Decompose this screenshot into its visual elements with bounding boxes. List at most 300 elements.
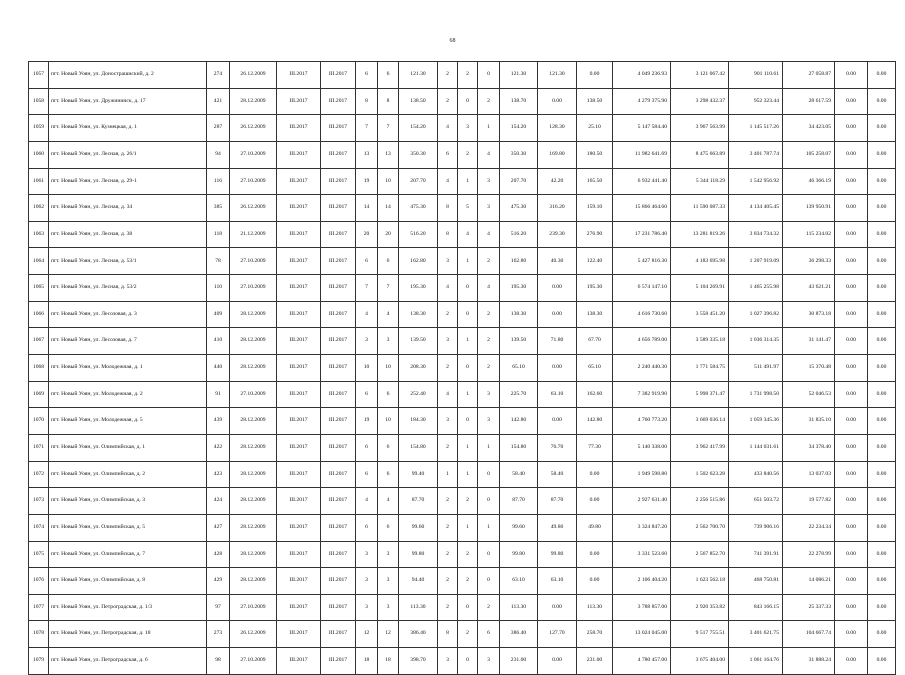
sum-total-cell: 2 106 404.20 bbox=[613, 568, 671, 595]
table-row bbox=[29, 488, 896, 515]
sum-2-cell: 3 962 417.99 bbox=[671, 434, 729, 461]
count-e-cell: 1 bbox=[478, 514, 500, 541]
count-c-cell: 3 bbox=[438, 248, 458, 275]
sum-total-cell: 4 760 773.20 bbox=[613, 408, 671, 435]
count-e-cell: 2 bbox=[478, 88, 500, 115]
total-area-cell: 516.20 bbox=[399, 221, 438, 248]
planned-period-cell: III.2017 bbox=[277, 621, 321, 648]
sum-total-cell: 5 147 584.40 bbox=[613, 115, 671, 142]
count-a-cell: 6 bbox=[356, 514, 378, 541]
date-cell: 28.12.2009 bbox=[230, 301, 277, 328]
count-a-cell: 4 bbox=[356, 301, 378, 328]
sum-4-cell: 22 234.34 bbox=[783, 514, 835, 541]
count-c-cell: 2 bbox=[438, 514, 458, 541]
count-e-cell: 3 bbox=[478, 195, 500, 222]
count-a-cell: 13 bbox=[356, 141, 378, 168]
sum-total-cell: 13 024 045.00 bbox=[613, 621, 671, 648]
count-a-cell: 19 bbox=[356, 408, 378, 435]
planned-period-cell: III.2017 bbox=[277, 248, 321, 275]
sum-6-cell: 0.00 bbox=[868, 488, 896, 515]
count-e-cell: 0 bbox=[478, 461, 500, 488]
count-b-cell: 10 bbox=[378, 168, 399, 195]
area-4-cell: 276.90 bbox=[577, 221, 613, 248]
actual-period-cell: III.2017 bbox=[321, 408, 356, 435]
document-number-cell: 422 bbox=[207, 434, 230, 461]
count-e-cell: 2 bbox=[478, 355, 500, 382]
count-b-cell: 7 bbox=[378, 275, 399, 302]
sum-6-cell: 0.00 bbox=[868, 408, 896, 435]
area-3-cell: 0.00 bbox=[538, 648, 577, 675]
count-b-cell: 20 bbox=[378, 221, 399, 248]
sum-4-cell: 14 086.21 bbox=[783, 568, 835, 595]
sum-5-cell: 0.00 bbox=[835, 248, 868, 275]
date-cell: 28.12.2009 bbox=[230, 541, 277, 568]
area-2-cell: 65.10 bbox=[500, 355, 538, 382]
document-number-cell: 273 bbox=[207, 621, 230, 648]
count-c-cell: 2 bbox=[438, 88, 458, 115]
sum-5-cell: 0.00 bbox=[835, 541, 868, 568]
count-e-cell: 6 bbox=[478, 621, 500, 648]
sum-total-cell: 3 324 847.20 bbox=[613, 514, 671, 541]
count-e-cell: 4 bbox=[478, 221, 500, 248]
planned-period-cell: III.2017 bbox=[277, 648, 321, 675]
actual-period-cell: III.2017 bbox=[321, 541, 356, 568]
count-c-cell: 6 bbox=[438, 141, 458, 168]
count-b-cell: 6 bbox=[378, 248, 399, 275]
count-d-cell: 1 bbox=[458, 248, 478, 275]
area-2-cell: 138.70 bbox=[500, 88, 538, 115]
area-4-cell: 0.00 bbox=[577, 62, 613, 89]
row-number-cell: 1063 bbox=[29, 221, 49, 248]
row-number-cell: 1067 bbox=[29, 328, 49, 355]
count-e-cell: 0 bbox=[478, 488, 500, 515]
date-cell: 28.12.2009 bbox=[230, 408, 277, 435]
sum-4-cell: 115 234.02 bbox=[783, 221, 835, 248]
area-2-cell: 63.10 bbox=[500, 568, 538, 595]
sum-5-cell: 0.00 bbox=[835, 381, 868, 408]
sum-4-cell: 30 873.18 bbox=[783, 301, 835, 328]
area-4-cell: 180.50 bbox=[577, 141, 613, 168]
address-cell: пгт. Новый Уоян, ул. Петроградская, д. 1/3 bbox=[49, 594, 207, 621]
planned-period-cell: III.2017 bbox=[277, 434, 321, 461]
sum-3-cell: 1 145 517.26 bbox=[729, 115, 783, 142]
count-c-cell: 8 bbox=[438, 621, 458, 648]
table-body bbox=[29, 62, 896, 675]
sum-4-cell: 105 258.07 bbox=[783, 141, 835, 168]
area-2-cell: 231.00 bbox=[500, 648, 538, 675]
planned-period-cell: III.2017 bbox=[277, 301, 321, 328]
actual-period-cell: III.2017 bbox=[321, 328, 356, 355]
actual-period-cell: III.2017 bbox=[321, 115, 356, 142]
date-cell: 27.10.2009 bbox=[230, 275, 277, 302]
area-2-cell: 113.30 bbox=[500, 594, 538, 621]
total-area-cell: 94.40 bbox=[399, 568, 438, 595]
actual-period-cell: III.2017 bbox=[321, 355, 356, 382]
planned-period-cell: III.2017 bbox=[277, 541, 321, 568]
area-2-cell: 121.30 bbox=[500, 62, 538, 89]
planned-period-cell: III.2017 bbox=[277, 355, 321, 382]
actual-period-cell: III.2017 bbox=[321, 488, 356, 515]
planned-period-cell: III.2017 bbox=[277, 62, 321, 89]
document-number-cell: 98 bbox=[207, 648, 230, 675]
address-cell: пгт. Новый Уоян, ул. Олимпийская, д. 8 bbox=[49, 568, 207, 595]
sum-total-cell: 5 427 816.30 bbox=[613, 248, 671, 275]
area-2-cell: 99.60 bbox=[500, 514, 538, 541]
sum-total-cell: 6 574 147.10 bbox=[613, 275, 671, 302]
sum-6-cell: 0.00 bbox=[868, 594, 896, 621]
count-d-cell: 1 bbox=[458, 328, 478, 355]
date-cell: 28.12.2009 bbox=[230, 488, 277, 515]
count-c-cell: 2 bbox=[438, 434, 458, 461]
document-number-cell: 118 bbox=[207, 221, 230, 248]
count-e-cell: 2 bbox=[478, 248, 500, 275]
table-row bbox=[29, 648, 896, 675]
sum-4-cell: 31 835.10 bbox=[783, 408, 835, 435]
area-3-cell: 99.80 bbox=[538, 541, 577, 568]
count-b-cell: 8 bbox=[378, 88, 399, 115]
count-a-cell: 3 bbox=[356, 541, 378, 568]
date-cell: 26.12.2009 bbox=[230, 62, 277, 89]
row-number-cell: 1057 bbox=[29, 62, 49, 89]
date-cell: 28.12.2009 bbox=[230, 568, 277, 595]
sum-total-cell: 6 932 441.40 bbox=[613, 168, 671, 195]
sum-6-cell: 0.00 bbox=[868, 221, 896, 248]
actual-period-cell: III.2017 bbox=[321, 62, 356, 89]
count-e-cell: 3 bbox=[478, 381, 500, 408]
document-number-cell: 94 bbox=[207, 141, 230, 168]
sum-5-cell: 0.00 bbox=[835, 62, 868, 89]
sum-6-cell: 0.00 bbox=[868, 568, 896, 595]
count-c-cell: 4 bbox=[438, 115, 458, 142]
planned-period-cell: III.2017 bbox=[277, 195, 321, 222]
sum-3-cell: 739 906.16 bbox=[729, 514, 783, 541]
date-cell: 26.12.2009 bbox=[230, 195, 277, 222]
row-number-cell: 1061 bbox=[29, 168, 49, 195]
planned-period-cell: III.2017 bbox=[277, 594, 321, 621]
sum-2-cell: 5 104 269.91 bbox=[671, 275, 729, 302]
count-a-cell: 10 bbox=[356, 355, 378, 382]
sum-6-cell: 0.00 bbox=[868, 434, 896, 461]
area-4-cell: 142.80 bbox=[577, 408, 613, 435]
document-number-cell: 78 bbox=[207, 248, 230, 275]
document-number-cell: 428 bbox=[207, 541, 230, 568]
count-c-cell: 4 bbox=[438, 275, 458, 302]
document-number-cell: 429 bbox=[207, 568, 230, 595]
planned-period-cell: III.2017 bbox=[277, 381, 321, 408]
address-cell: пгт. Новый Уоян, ул. Лесозовая, д. 3 bbox=[49, 301, 207, 328]
row-number-cell: 1058 bbox=[29, 88, 49, 115]
sum-6-cell: 0.00 bbox=[868, 328, 896, 355]
sum-5-cell: 0.00 bbox=[835, 115, 868, 142]
sum-2-cell: 3 675 404.00 bbox=[671, 648, 729, 675]
sum-5-cell: 0.00 bbox=[835, 328, 868, 355]
sum-3-cell: 1 061 164.76 bbox=[729, 648, 783, 675]
table-row bbox=[29, 434, 896, 461]
area-2-cell: 138.30 bbox=[500, 301, 538, 328]
sum-total-cell: 15 866 464.60 bbox=[613, 195, 671, 222]
total-area-cell: 113.30 bbox=[399, 594, 438, 621]
count-a-cell: 3 bbox=[356, 594, 378, 621]
table-row bbox=[29, 328, 896, 355]
document-number-cell: 440 bbox=[207, 355, 230, 382]
count-a-cell: 4 bbox=[356, 488, 378, 515]
actual-period-cell: III.2017 bbox=[321, 568, 356, 595]
sum-total-cell: 3 788 857.00 bbox=[613, 594, 671, 621]
total-area-cell: 99.60 bbox=[399, 514, 438, 541]
count-d-cell: 1 bbox=[458, 514, 478, 541]
date-cell: 28.12.2009 bbox=[230, 514, 277, 541]
sum-2-cell: 3 298 432.37 bbox=[671, 88, 729, 115]
total-area-cell: 398.70 bbox=[399, 648, 438, 675]
area-4-cell: 138.50 bbox=[577, 88, 613, 115]
area-2-cell: 99.80 bbox=[500, 541, 538, 568]
sum-6-cell: 0.00 bbox=[868, 514, 896, 541]
sum-3-cell: 1 059 345.36 bbox=[729, 408, 783, 435]
document-number-cell: 385 bbox=[207, 195, 230, 222]
count-e-cell: 4 bbox=[478, 141, 500, 168]
count-c-cell: 4 bbox=[438, 381, 458, 408]
table-row bbox=[29, 275, 896, 302]
sum-total-cell: 4 279 375.90 bbox=[613, 88, 671, 115]
sum-5-cell: 0.00 bbox=[835, 168, 868, 195]
table-row bbox=[29, 88, 896, 115]
area-3-cell: 127.70 bbox=[538, 621, 577, 648]
housing-registry-table bbox=[28, 61, 896, 675]
table-row bbox=[29, 355, 896, 382]
planned-period-cell: III.2017 bbox=[277, 275, 321, 302]
actual-period-cell: III.2017 bbox=[321, 621, 356, 648]
sum-3-cell: 651 503.72 bbox=[729, 488, 783, 515]
address-cell: пгт. Новый Уоян, ул. Лесная, д. 53/1 bbox=[49, 248, 207, 275]
table-row bbox=[29, 195, 896, 222]
row-number-cell: 1064 bbox=[29, 248, 49, 275]
sum-2-cell: 2 562 700.70 bbox=[671, 514, 729, 541]
sum-5-cell: 0.00 bbox=[835, 275, 868, 302]
count-d-cell: 0 bbox=[458, 88, 478, 115]
count-c-cell: 8 bbox=[438, 195, 458, 222]
sum-2-cell: 3 121 067.42 bbox=[671, 62, 729, 89]
date-cell: 26.12.2009 bbox=[230, 115, 277, 142]
row-number-cell: 1065 bbox=[29, 275, 49, 302]
document-number-cell: 91 bbox=[207, 381, 230, 408]
count-c-cell: 2 bbox=[438, 488, 458, 515]
sum-3-cell: 1 144 031.61 bbox=[729, 434, 783, 461]
row-number-cell: 1076 bbox=[29, 568, 49, 595]
area-3-cell: 0.00 bbox=[538, 594, 577, 621]
total-area-cell: 138.30 bbox=[399, 301, 438, 328]
count-e-cell: 0 bbox=[478, 541, 500, 568]
sum-3-cell: 3 834 734.32 bbox=[729, 221, 783, 248]
count-c-cell: 2 bbox=[438, 541, 458, 568]
area-3-cell: 169.80 bbox=[538, 141, 577, 168]
table-row bbox=[29, 221, 896, 248]
document-number-cell: 410 bbox=[207, 328, 230, 355]
total-area-cell: 87.70 bbox=[399, 488, 438, 515]
count-e-cell: 3 bbox=[478, 648, 500, 675]
area-2-cell: 154.80 bbox=[500, 434, 538, 461]
actual-period-cell: III.2017 bbox=[321, 195, 356, 222]
total-area-cell: 162.80 bbox=[399, 248, 438, 275]
sum-5-cell: 0.00 bbox=[835, 301, 868, 328]
total-area-cell: 99.40 bbox=[399, 461, 438, 488]
count-a-cell: 3 bbox=[356, 328, 378, 355]
count-d-cell: 0 bbox=[458, 275, 478, 302]
count-c-cell: 2 bbox=[438, 62, 458, 89]
area-3-cell: 63.10 bbox=[538, 381, 577, 408]
date-cell: 27.10.2009 bbox=[230, 248, 277, 275]
area-4-cell: 0.00 bbox=[577, 461, 613, 488]
document-number-cell: 439 bbox=[207, 408, 230, 435]
table-row bbox=[29, 621, 896, 648]
count-b-cell: 6 bbox=[378, 514, 399, 541]
sum-4-cell: 27 058.87 bbox=[783, 62, 835, 89]
date-cell: 28.12.2009 bbox=[230, 88, 277, 115]
date-cell: 28.12.2009 bbox=[230, 355, 277, 382]
actual-period-cell: III.2017 bbox=[321, 221, 356, 248]
count-a-cell: 18 bbox=[356, 648, 378, 675]
table-row bbox=[29, 141, 896, 168]
date-cell: 27.10.2009 bbox=[230, 594, 277, 621]
address-cell: пгт. Новый Уоян, ул. Кузнецкая, д. 1 bbox=[49, 115, 207, 142]
sum-5-cell: 0.00 bbox=[835, 408, 868, 435]
area-3-cell: 58.40 bbox=[538, 461, 577, 488]
sum-2-cell: 3 967 563.99 bbox=[671, 115, 729, 142]
sum-total-cell: 4 049 236.93 bbox=[613, 62, 671, 89]
area-3-cell: 239.30 bbox=[538, 221, 577, 248]
count-d-cell: 1 bbox=[458, 434, 478, 461]
area-3-cell: 0.00 bbox=[538, 408, 577, 435]
sum-6-cell: 0.00 bbox=[868, 275, 896, 302]
count-c-cell: 1 bbox=[438, 461, 458, 488]
sum-6-cell: 0.00 bbox=[868, 115, 896, 142]
table-row bbox=[29, 381, 896, 408]
count-c-cell: 2 bbox=[438, 355, 458, 382]
sum-3-cell: 3 401 621.75 bbox=[729, 621, 783, 648]
address-cell: пгт. Новый Уоян, ул. Петроградская, д. 18 bbox=[49, 621, 207, 648]
count-a-cell: 19 bbox=[356, 168, 378, 195]
actual-period-cell: III.2017 bbox=[321, 275, 356, 302]
sum-3-cell: 468 750.81 bbox=[729, 568, 783, 595]
sum-6-cell: 0.00 bbox=[868, 355, 896, 382]
sum-4-cell: 31 888.24 bbox=[783, 648, 835, 675]
document-number-cell: 287 bbox=[207, 115, 230, 142]
area-3-cell: 71.80 bbox=[538, 328, 577, 355]
address-cell: пгт. Новый Уоян, ул. Молодежная, д. 5 bbox=[49, 408, 207, 435]
area-4-cell: 77.30 bbox=[577, 434, 613, 461]
sum-2-cell: 11 590 087.33 bbox=[671, 195, 729, 222]
area-3-cell: 0.00 bbox=[538, 275, 577, 302]
count-e-cell: 0 bbox=[478, 62, 500, 89]
sum-2-cell: 3 669 036.14 bbox=[671, 408, 729, 435]
total-area-cell: 208.30 bbox=[399, 355, 438, 382]
planned-period-cell: III.2017 bbox=[277, 514, 321, 541]
document-number-cell: 409 bbox=[207, 301, 230, 328]
count-b-cell: 7 bbox=[378, 115, 399, 142]
count-a-cell: 6 bbox=[356, 461, 378, 488]
date-cell: 27.10.2009 bbox=[230, 648, 277, 675]
count-a-cell: 6 bbox=[356, 434, 378, 461]
sum-2-cell: 3 558 451.20 bbox=[671, 301, 729, 328]
table-row bbox=[29, 408, 896, 435]
address-cell: пгт. Новый Уоян, ул. Петроградская, д. 6 bbox=[49, 648, 207, 675]
count-b-cell: 3 bbox=[378, 568, 399, 595]
count-a-cell: 14 bbox=[356, 195, 378, 222]
count-d-cell: 5 bbox=[458, 195, 478, 222]
area-4-cell: 231.00 bbox=[577, 648, 613, 675]
area-4-cell: 195.30 bbox=[577, 275, 613, 302]
sum-2-cell: 4 183 695.98 bbox=[671, 248, 729, 275]
sum-2-cell: 8 475 663.89 bbox=[671, 141, 729, 168]
area-4-cell: 258.70 bbox=[577, 621, 613, 648]
sum-2-cell: 13 281 819.26 bbox=[671, 221, 729, 248]
count-b-cell: 10 bbox=[378, 408, 399, 435]
area-4-cell: 165.50 bbox=[577, 168, 613, 195]
count-a-cell: 12 bbox=[356, 621, 378, 648]
count-b-cell: 6 bbox=[378, 434, 399, 461]
page-number: 68 bbox=[449, 38, 456, 44]
sum-5-cell: 0.00 bbox=[835, 488, 868, 515]
sum-2-cell: 5 344 118.29 bbox=[671, 168, 729, 195]
total-area-cell: 121.30 bbox=[399, 62, 438, 89]
document-number-cell: 421 bbox=[207, 88, 230, 115]
sum-5-cell: 0.00 bbox=[835, 195, 868, 222]
sum-4-cell: 46 366.19 bbox=[783, 168, 835, 195]
sum-total-cell: 4 616 730.60 bbox=[613, 301, 671, 328]
count-b-cell: 10 bbox=[378, 355, 399, 382]
document-number-cell: 423 bbox=[207, 461, 230, 488]
sum-3-cell: 1 542 956.92 bbox=[729, 168, 783, 195]
count-c-cell: 4 bbox=[438, 168, 458, 195]
table-row bbox=[29, 301, 896, 328]
area-2-cell: 207.70 bbox=[500, 168, 538, 195]
sum-2-cell: 1 623 562.18 bbox=[671, 568, 729, 595]
count-a-cell: 7 bbox=[356, 275, 378, 302]
row-number-cell: 1077 bbox=[29, 594, 49, 621]
table-row bbox=[29, 248, 896, 275]
sum-5-cell: 0.00 bbox=[835, 88, 868, 115]
address-cell: пгт. Новый Уоян, ул. Лесная, д. 38 bbox=[49, 221, 207, 248]
sum-total-cell: 2 240 440.30 bbox=[613, 355, 671, 382]
count-c-cell: 8 bbox=[438, 221, 458, 248]
row-number-cell: 1071 bbox=[29, 434, 49, 461]
sum-3-cell: 843 166.15 bbox=[729, 594, 783, 621]
sum-total-cell: 4 780 457.00 bbox=[613, 648, 671, 675]
count-e-cell: 4 bbox=[478, 275, 500, 302]
count-e-cell: 3 bbox=[478, 408, 500, 435]
count-b-cell: 13 bbox=[378, 141, 399, 168]
sum-3-cell: 952 323.44 bbox=[729, 88, 783, 115]
actual-period-cell: III.2017 bbox=[321, 434, 356, 461]
sum-6-cell: 0.00 bbox=[868, 461, 896, 488]
document-number-cell: 274 bbox=[207, 62, 230, 89]
document-number-cell: 116 bbox=[207, 168, 230, 195]
table-row bbox=[29, 514, 896, 541]
sum-2-cell: 2 256 515.86 bbox=[671, 488, 729, 515]
count-e-cell: 3 bbox=[478, 168, 500, 195]
sum-6-cell: 0.00 bbox=[868, 301, 896, 328]
date-cell: 21.12.2009 bbox=[230, 221, 277, 248]
area-4-cell: 0.00 bbox=[577, 568, 613, 595]
planned-period-cell: III.2017 bbox=[277, 488, 321, 515]
date-cell: 27.10.2009 bbox=[230, 381, 277, 408]
area-2-cell: 195.30 bbox=[500, 275, 538, 302]
area-2-cell: 58.40 bbox=[500, 461, 538, 488]
count-b-cell: 4 bbox=[378, 301, 399, 328]
sum-4-cell: 34 378.40 bbox=[783, 434, 835, 461]
address-cell: пгт. Новый Уоян, ул. Олимпийская, д. 5 bbox=[49, 514, 207, 541]
planned-period-cell: III.2017 bbox=[277, 115, 321, 142]
total-area-cell: 99.80 bbox=[399, 541, 438, 568]
